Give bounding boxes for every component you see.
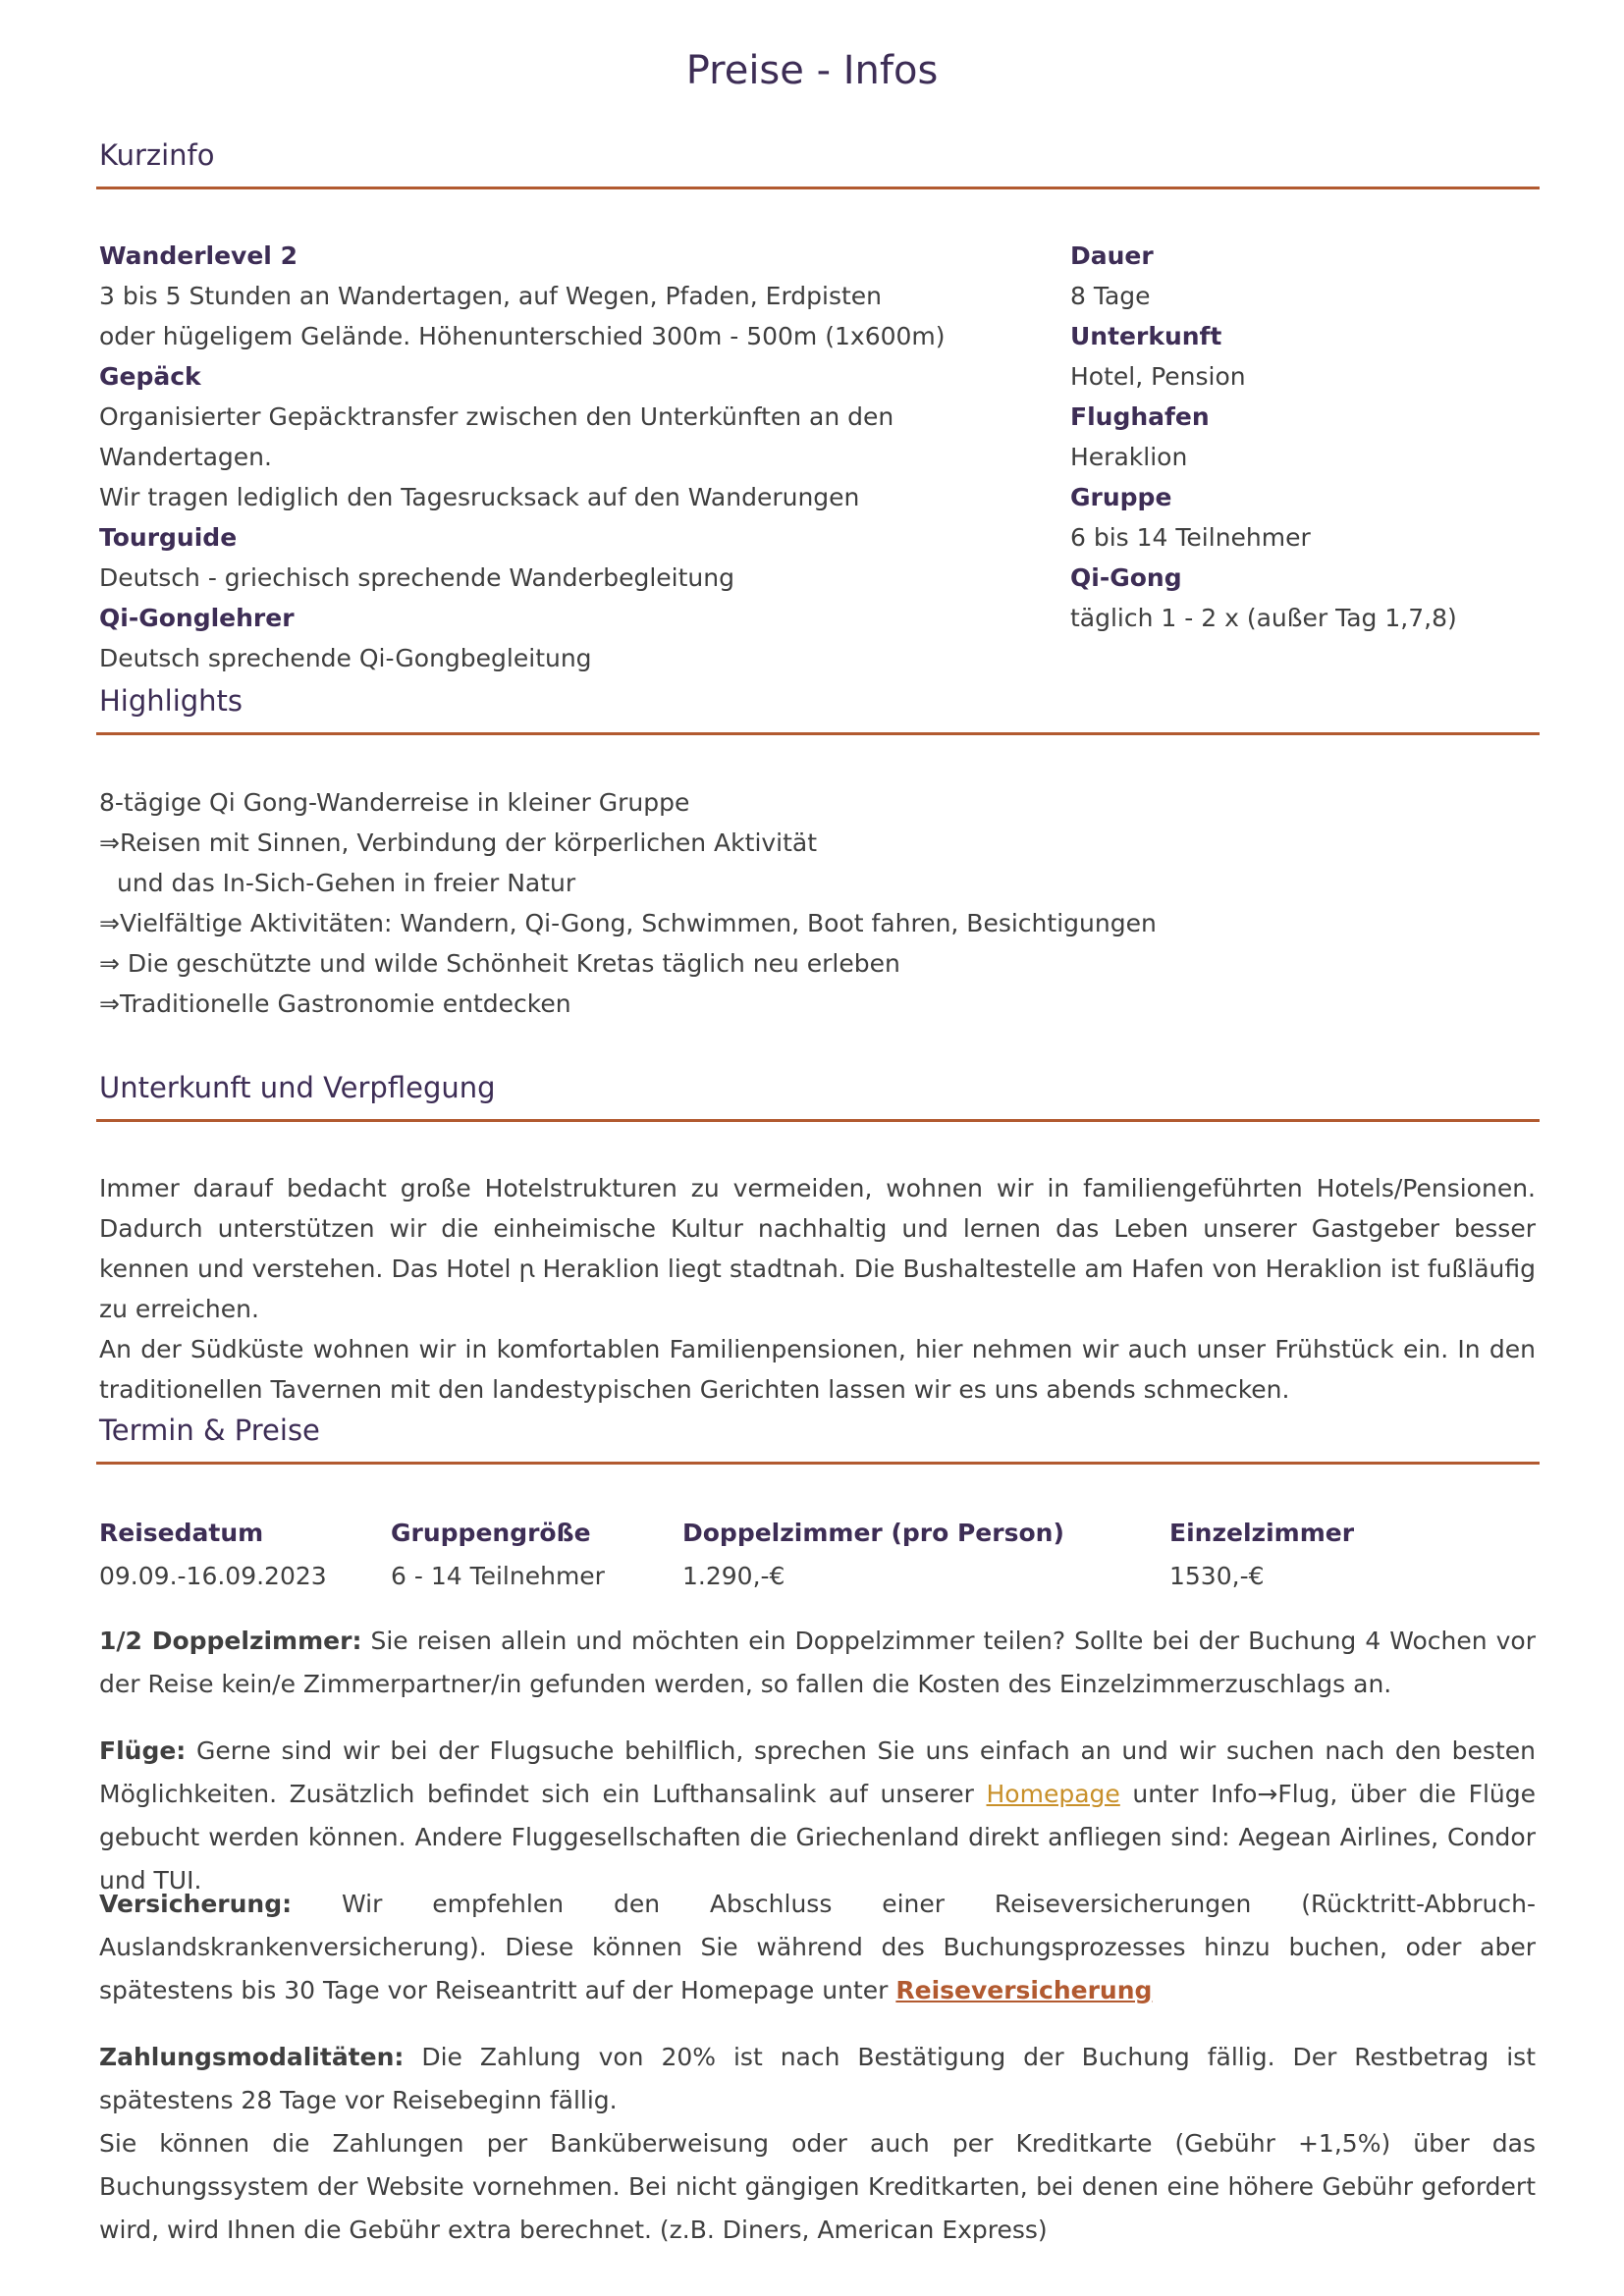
section-unterkunft-heading	[96, 1068, 1540, 1122]
info-label: 1/2 Doppelzimmer:	[99, 1627, 362, 1655]
info-line: Deutsch - griechisch sprechende Wanderbegleitung	[99, 563, 734, 592]
table-header-cell: Reisedatum	[99, 1519, 264, 1547]
table-cell: 09.09.-16.09.2023	[99, 1562, 327, 1590]
info-label: Dauer	[1070, 241, 1154, 270]
table-cell: 1.290,-€	[682, 1562, 785, 1590]
info-text: unter Info→Flug, über die Flüge gebucht werden können. Andere Fluggesellschaften die Griechenland direkt anfliegen sind: Aegean Airlines, Condor und TUI.	[99, 1780, 1536, 1895]
table-header-cell: Gruppengröße	[391, 1519, 591, 1547]
info-line: 3 bis 5 Stunden an Wandertagen, auf Wegen, Pfaden, Erdpisten	[99, 282, 883, 310]
info-value: 6 bis 14 Teilnehmer	[1070, 523, 1311, 552]
info-label: Flüge:	[99, 1736, 187, 1765]
info-text: Die Zahlung von 20% ist nach Bestätigung der Buchung fällig. Der Restbetrag ist spätestens 28 Tage vor Reisebeginn fällig.	[99, 2043, 1536, 2114]
highlight-item: ⇒Reisen mit Sinnen, Verbindung der körperlichen Aktivität	[99, 828, 818, 857]
table-cell: 6 - 14 Teilnehmer	[391, 1562, 605, 1590]
doppelzimmer-info	[99, 1620, 1536, 1706]
section-title: Kurzinfo	[99, 138, 215, 172]
info-label: Gepäck	[99, 362, 201, 391]
info-line: Organisierter Gepäcktransfer zwischen den Unterkünften an den Wandertagen.	[99, 402, 894, 471]
table-row	[99, 1555, 1543, 1598]
info-line: Deutsch sprechende Qi-Gongbegleitung	[99, 644, 592, 672]
reiseversicherung-link[interactable]: Reiseversicherung	[895, 1976, 1153, 2004]
unterkunft-text	[99, 1168, 1536, 1410]
section-highlights-heading	[96, 681, 1540, 735]
info-label: Unterkunft	[1070, 322, 1222, 350]
section-title: Termin & Preise	[99, 1414, 320, 1447]
info-text: Gerne sind wir bei der Flugsuche behilflich, sprechen Sie uns einfach an und wir suchen nach den besten Möglichkeiten. Zusätzlich befindet sich ein Lufthansalink auf unserer	[99, 1736, 1536, 1808]
info-label: Wanderlevel 2	[99, 241, 298, 270]
paragraph: Immer darauf bedacht große Hotelstrukturen zu vermeiden, wohnen wir in familiengeführten Hotels/Pensionen. Dadurch unterstützen wir die einheimische Kultur nachhaltig und lernen das Leben unserer Gastgeber besser kennen und verstehen. Das Hotel ꞃ Heraklion liegt stadtnah. Die Bushaltestelle am Hafen von Heraklion ist fußläufig zu erreichen.	[99, 1174, 1536, 1323]
versicherung-info	[99, 1883, 1536, 2012]
fluege-info	[99, 1730, 1536, 1902]
table-header-cell: Einzelzimmer	[1169, 1519, 1355, 1547]
info-label: Tourguide	[99, 523, 238, 552]
info-line: oder hügeligem Gelände. Höhenunterschied 300m - 500m (1x600m)	[99, 322, 946, 350]
section-title: Unterkunft und Verpflegung	[99, 1071, 496, 1104]
table-header-row	[99, 1512, 1543, 1555]
section-title: Highlights	[99, 684, 244, 718]
info-label: Qi-Gong	[1070, 563, 1182, 592]
highlights-list	[99, 782, 1474, 1024]
highlight-item: ⇒ Die geschützte und wilde Schönheit Kretas täglich neu erleben	[99, 949, 900, 978]
info-value: täglich 1 - 2 x (außer Tag 1,7,8)	[1070, 604, 1457, 632]
table-header-cell: Doppelzimmer (pro Person)	[682, 1519, 1064, 1547]
info-line: Wir tragen lediglich den Tagesrucksack auf den Wanderungen	[99, 483, 860, 511]
section-kurzinfo-heading	[96, 135, 1540, 189]
info-label: Flughafen	[1070, 402, 1210, 431]
info-text: Sie können die Zahlungen per Banküberweisung oder auch per Kreditkarte (Gebühr +1,5%) über das Buchungssystem der Website vornehmen. Bei nicht gängigen Kreditkarten, bei denen eine höhere Gebühr gefordert wird, wird Ihnen die Gebühr extra berechnet. (z.B. Diners, American Express)	[99, 2129, 1536, 2244]
paragraph: An der Südküste wohnen wir in komfortablen Familienpensionen, hier nehmen wir auch unser Frühstück ein. In den traditionellen Tavernen mit den landestypischen Gerichten lassen wir es uns abends schmecken.	[99, 1335, 1536, 1404]
highlight-intro: 8-tägige Qi Gong-Wanderreise in kleiner Gruppe	[99, 788, 690, 817]
info-value: 8 Tage	[1070, 282, 1151, 310]
info-label: Versicherung:	[99, 1890, 293, 1918]
highlight-item-continued: und das In-Sich-Gehen in freier Natur	[117, 869, 576, 897]
info-value: Hotel, Pension	[1070, 362, 1246, 391]
section-termin-heading	[96, 1411, 1540, 1465]
info-label: Qi-Gonglehrer	[99, 604, 295, 632]
highlight-item: ⇒Traditionelle Gastronomie entdecken	[99, 989, 571, 1018]
info-text: Wir empfehlen den Abschluss einer Reiseversicherungen (Rücktritt-Abbruch-Auslandskrankenversicherung). Diese können Sie während des Buchungsprozesses hinzu buchen, oder aber spätestens bis 30 Tage vor Reiseantritt auf der Homepage unter	[99, 1890, 1536, 2004]
kurzinfo-right-column	[1070, 236, 1522, 638]
kurzinfo-left-column	[99, 236, 1061, 678]
info-label: Gruppe	[1070, 483, 1172, 511]
info-value: Heraklion	[1070, 443, 1188, 471]
table-cell: 1530,-€	[1169, 1562, 1265, 1590]
highlight-item: ⇒Vielfältige Aktivitäten: Wandern, Qi-Gong, Schwimmen, Boot fahren, Besichtigungen	[99, 909, 1157, 937]
page-title: Preise - Infos	[685, 48, 939, 93]
price-table	[99, 1512, 1543, 1598]
zahlung-info	[99, 2036, 1536, 2252]
info-text: Sie reisen allein und möchten ein Doppelzimmer teilen? Sollte bei der Buchung 4 Wochen vor der Reise kein/e Zimmerpartner/in gefunden werden, so fallen die Kosten des Einzelzimmerzuschlags an.	[99, 1627, 1536, 1698]
homepage-link[interactable]: Homepage	[986, 1780, 1120, 1808]
info-label: Zahlungsmodalitäten:	[99, 2043, 405, 2071]
